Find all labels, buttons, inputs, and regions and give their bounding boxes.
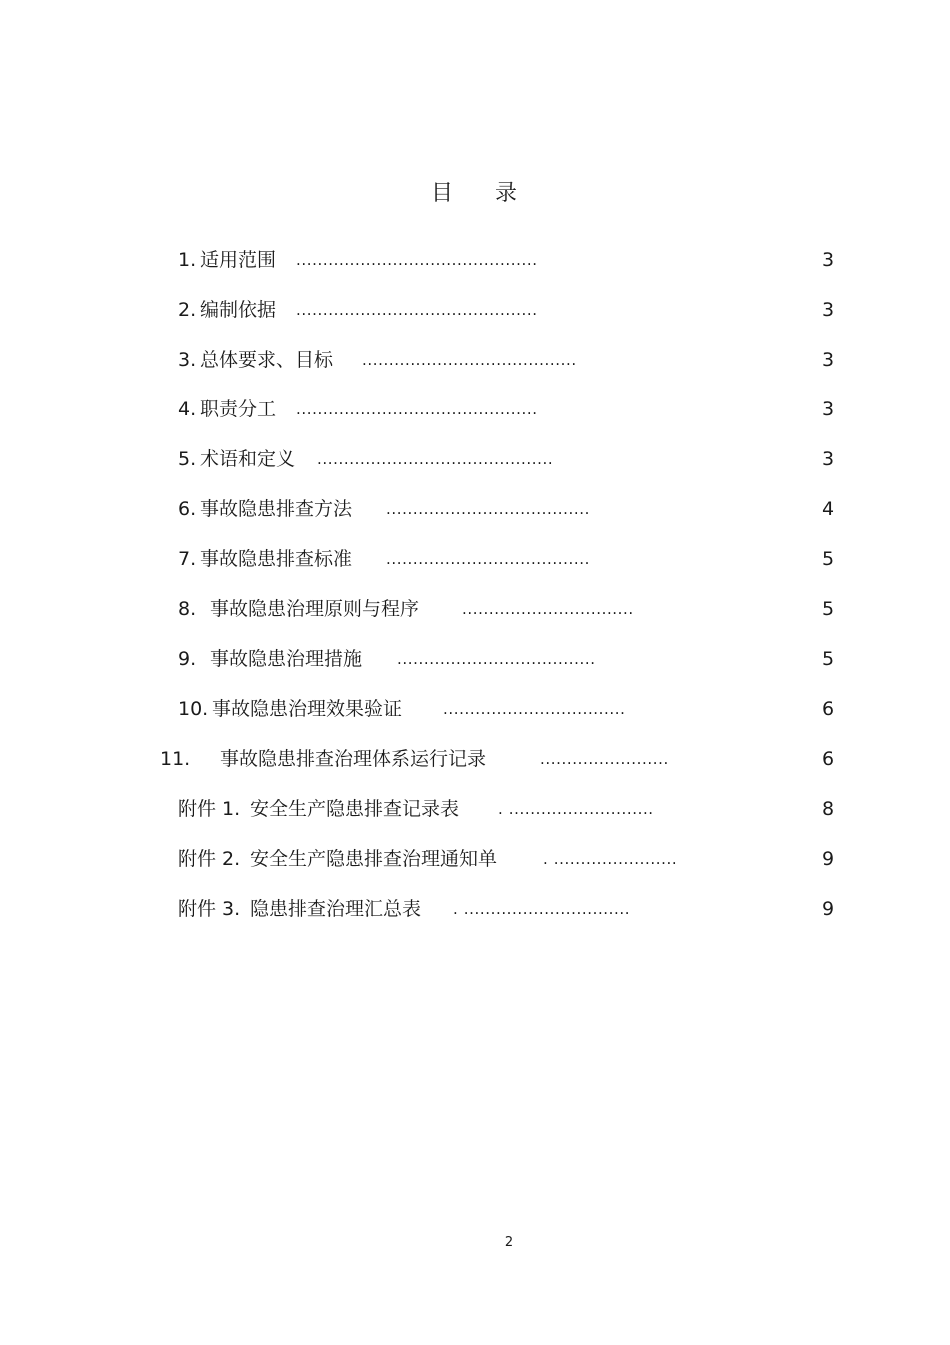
toc-entry-leader: ..................................... [397, 650, 596, 668]
toc-entry-page: 4 [822, 498, 835, 520]
toc-entry[interactable] [0, 444, 950, 474]
toc-entry[interactable] [0, 394, 950, 424]
toc-entry-leader: ........................................ [362, 351, 577, 369]
toc-entry-page: 5 [822, 548, 835, 570]
toc-entry-label: 术语和定义 [200, 448, 296, 470]
toc-entry-label: 事故隐患治理原则与程序 [210, 598, 420, 620]
toc-title-part1: 目 [430, 181, 455, 206]
toc-entry-number: 3. [178, 349, 197, 371]
toc-entry-number: 附件 2. [178, 848, 241, 870]
toc-entry-label: 事故隐患治理措施 [210, 648, 363, 670]
toc-entry-page: 5 [822, 598, 835, 620]
page-number: 2 [504, 1235, 514, 1250]
toc-entry-label: 职责分工 [200, 398, 277, 420]
toc-entry[interactable] [0, 844, 950, 874]
toc-entry-leader: ............................................ [317, 450, 554, 468]
toc-entry-leader: ............................................. [296, 301, 538, 319]
toc-entry-label: 隐患排查治理汇总表 [250, 898, 422, 920]
toc-entry-page: 5 [822, 648, 835, 670]
toc-entry-leader: . ....................... [543, 850, 678, 868]
toc-title [0, 176, 950, 207]
toc-entry-label: 总体要求、目标 [200, 349, 334, 371]
toc-entry-number: 9. [178, 648, 197, 670]
toc-entry-leader: ............................................. [296, 400, 538, 418]
toc-entry-page: 3 [822, 249, 835, 271]
toc-entry-label: 安全生产隐患排查治理通知单 [250, 848, 498, 870]
toc-entry-label: 事故隐患治理效果验证 [212, 698, 403, 720]
toc-entry[interactable] [0, 345, 950, 375]
toc-entry-number: 4. [178, 398, 197, 420]
toc-entry-number: 附件 1. [178, 798, 241, 820]
toc-entry-page: 8 [822, 798, 835, 820]
toc-entry[interactable] [0, 694, 950, 724]
toc-entry-number: 8. [178, 598, 197, 620]
toc-entry-leader: ............................................. [296, 251, 538, 269]
toc-entry-page: 6 [822, 748, 835, 770]
toc-entry-leader: ...................................... [386, 550, 590, 568]
toc-entry[interactable] [0, 295, 950, 325]
toc-entry-label: 安全生产隐患排查记录表 [250, 798, 460, 820]
toc-entry-page: 9 [822, 848, 835, 870]
toc-entry[interactable] [0, 894, 950, 924]
toc-entry-label: 事故隐患排查标准 [200, 548, 353, 570]
toc-entry-leader: .................................. [443, 700, 626, 718]
toc-entry[interactable] [0, 245, 950, 275]
toc-entry-leader: ................................ [462, 600, 634, 618]
toc-entry-page: 6 [822, 698, 835, 720]
toc-entry-number: 附件 3. [178, 898, 241, 920]
toc-title-part2: 录 [495, 181, 520, 206]
toc-entry-number: 5. [178, 448, 197, 470]
toc-entry-label: 事故隐患排查方法 [200, 498, 353, 520]
toc-entry[interactable] [0, 544, 950, 574]
toc-entry-page: 9 [822, 898, 835, 920]
toc-entry-label: 编制依据 [200, 299, 277, 321]
toc-entry-label: 适用范围 [200, 249, 277, 271]
toc-entry-leader: ...................................... [386, 500, 590, 518]
toc-entry-page: 3 [822, 448, 835, 470]
toc-entry[interactable] [0, 794, 950, 824]
toc-entry[interactable] [0, 644, 950, 674]
toc-entry-page: 3 [822, 299, 835, 321]
toc-entry-page: 3 [822, 398, 835, 420]
toc-entry-number: 2. [178, 299, 197, 321]
toc-entry-leader: . ............................... [453, 900, 631, 918]
toc-entry[interactable] [0, 494, 950, 524]
toc-entry[interactable] [0, 744, 950, 774]
toc-entry-page: 3 [822, 349, 835, 371]
toc-entry-leader: . ........................... [498, 800, 654, 818]
toc-entry-number: 10. [178, 698, 209, 720]
toc-entry-number: 7. [178, 548, 197, 570]
toc-entry-number: 1. [178, 249, 197, 271]
toc-entry-number: 11. [160, 748, 191, 770]
toc-entry[interactable] [0, 594, 950, 624]
toc-entry-number: 6. [178, 498, 197, 520]
toc-entry-label: 事故隐患排查治理体系运行记录 [220, 748, 487, 770]
toc-entry-leader: ........................ [540, 750, 669, 768]
